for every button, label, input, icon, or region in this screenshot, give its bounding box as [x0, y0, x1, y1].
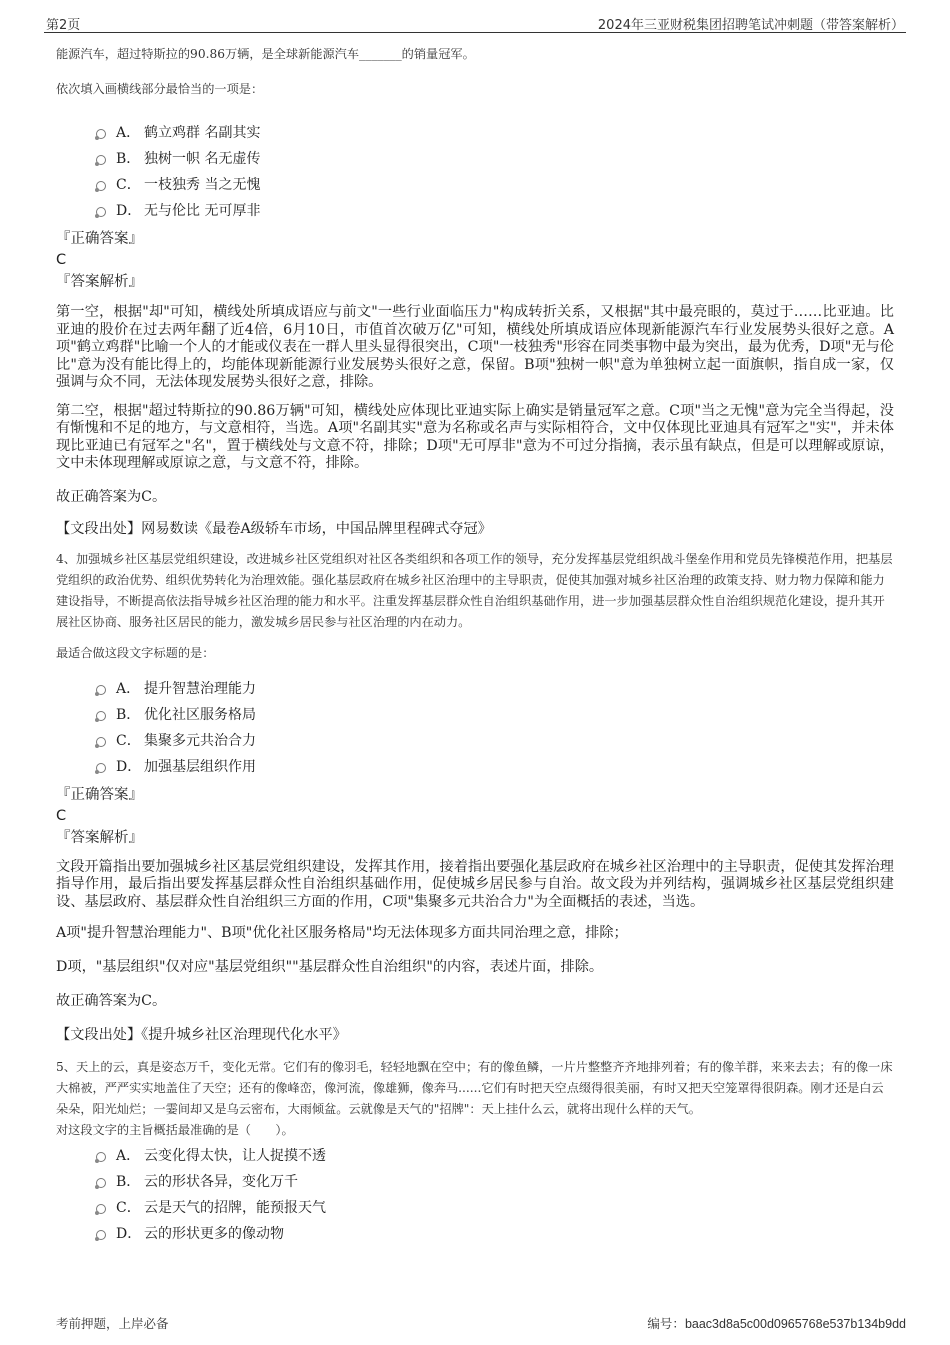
document-title: 2024年三亚财税集团招聘笔试冲刺题（带答案解析） [597, 18, 904, 33]
radio-icon[interactable] [96, 763, 106, 773]
q4-option-a[interactable]: A． 提升智慧治理能力 [96, 676, 894, 702]
q3-ask: 依次填入画横线部分最恰当的一项是： [56, 82, 264, 96]
q5-options [96, 1143, 894, 1247]
q3-option-a[interactable]: A． 鹤立鸡群 名副其实 [96, 120, 894, 146]
radio-icon[interactable] [96, 685, 106, 695]
q5-option-b[interactable]: B． 云的形状各异，变化万千 [96, 1169, 894, 1195]
code-label: 编号： [647, 1316, 685, 1331]
q4-analysis-p1: 文段开篇指出要加强城乡社区基层党组织建设，发挥其作用，接着指出要强化基层政府在城乡社区治理中的主导职责，促使其发挥治理指导作用，最后指出要发挥基层群众性自治组织基础作用，促使城乡居民参与自治。故文段为并列结构，强调城乡社区基层党组织建设、基层政府、基层群众性自治组织三方面的作用，C项"集聚多元共治合力"为全面概括的表述，当选。 [56, 858, 894, 910]
code-value: baac3d8a5c00d0965768e537b134b9dd [684, 1317, 906, 1331]
q4-conclusion: 故正确答案为C。 [56, 993, 167, 1009]
q5-option-d[interactable]: D． 云的形状更多的像动物 [96, 1221, 894, 1247]
radio-icon[interactable] [96, 1178, 106, 1188]
q4-source: 【文段出处】《提升城乡社区治理现代化水平》 [56, 1027, 347, 1043]
q4-answer-label: 『正确答案』 [56, 786, 143, 803]
radio-icon[interactable] [96, 207, 106, 217]
radio-icon[interactable] [96, 1204, 106, 1214]
q4-analysis-label: 『答案解析』 [56, 829, 143, 846]
q3-conclusion: 故正确答案为C。 [56, 488, 167, 505]
radio-icon[interactable] [96, 1152, 106, 1162]
page-footer [44, 1310, 906, 1334]
radio-icon[interactable] [96, 155, 106, 165]
page-number: 第2页 [46, 18, 81, 33]
q3-analysis-p2: 第二空，根据"超过特斯拉的90.86万辆"可知，横线处应体现比亚迪实际上确实是销量冠军之意。C项"当之无愧"意为完全当得起，没有惭愧和不足的地方，与文意相符，当选。A项"名副其实"意为名称或名声与实际相符合，文中仅体现比亚迪具有冠军之"实"，并未体现比亚迪已有冠军之"名"，置于横线处与文意不符，排除；D项"无可厚非"意为不可过分指摘，表示虽有缺点，但是可以理解或原谅，文中未体现理解或原谅之意，与文意不符，排除。 [56, 402, 894, 471]
radio-icon[interactable] [96, 129, 106, 139]
q4-answer: C [56, 807, 67, 824]
q4-options [96, 676, 894, 780]
document-body [56, 38, 894, 1247]
q3-analysis-label: 『答案解析』 [56, 274, 143, 290]
q3-stem-continued: 能源汽车，超过特斯拉的90.86万辆，是全球新能源汽车_______的销量冠军。 [56, 47, 475, 61]
document-code [647, 1314, 906, 1332]
q4-option-b[interactable]: B． 优化社区服务格局 [96, 702, 894, 728]
q3-option-c[interactable]: C． 一枝独秀 当之无愧 [96, 172, 894, 198]
q5-stem: 5、天上的云，真是姿态万千，变化无常。它们有的像羽毛，轻轻地飘在空中；有的像鱼鳞，一片片整整齐齐地排列着；有的像羊群，来来去去；有的像一床大棉被，严严实实地盖住了天空；还有的像峰峦，像河流，像雄狮，像奔马......它们有时把天空点缀得很美丽，有时又把天空笼罩得很阴森。刚才还是白云朵朵，阳光灿烂；一霎间却又是乌云密布，大雨倾盆。云就像是天气的"招牌"：天上挂什么云，就将出现什么样的天气。 [56, 1060, 893, 1116]
q4-stem: 4、加强城乡社区基层党组织建设，改进城乡社区党组织对社区各类组织和各项工作的领导，充分发挥基层党组织战斗堡垒作用和党员先锋模范作用，把基层党组织的政治优势、组织优势转化为治理效能。强化基层政府在城乡社区治理中的主导职责，促使其加强对城乡社区治理的政策支持、财力物力保障和能力建设指导，不断提高依法指导城乡社区治理的能力和水平。注重发挥基层群众性自治组织基础作用，进一步加强基层群众性自治组织规范化建设，提升其开展社区协商、服务社区居民的能力，激发城乡居民参与社区治理的内在动力。 [56, 551, 893, 629]
q3-answer: C [56, 252, 67, 268]
radio-icon[interactable] [96, 711, 106, 721]
q5-ask: 对这段文字的主旨概括最准确的是（ ）。 [56, 1123, 294, 1137]
q5-option-c[interactable]: C． 云是天气的招牌，能预报天气 [96, 1195, 894, 1221]
q4-analysis-p3: D项，"基层组织"仅对应"基层党组织""基层群众性自治组织"的内容，表述片面，排除。 [56, 959, 604, 975]
q4-option-c[interactable]: C． 集聚多元共治合力 [96, 728, 894, 754]
q3-source: 【文段出处】网易数读《最卷A级轿车市场，中国品牌里程碑式夺冠》 [56, 520, 492, 537]
q4-ask: 最适合做这段文字标题的是： [56, 645, 215, 660]
page-header [44, 10, 906, 33]
q4-option-d[interactable]: D． 加强基层组织作用 [96, 754, 894, 780]
footer-slogan: 考前押题，上岸必备 [56, 1316, 169, 1331]
q3-answer-label: 『正确答案』 [56, 231, 143, 247]
radio-icon[interactable] [96, 737, 106, 747]
q4-analysis-p2: A项"提升智慧治理能力"、B项"优化社区服务格局"均无法体现多方面共同治理之意，排除； [56, 925, 628, 941]
radio-icon[interactable] [96, 1230, 106, 1240]
q5-option-a[interactable]: A． 云变化得太快，让人捉摸不透 [96, 1143, 894, 1169]
radio-icon[interactable] [96, 181, 106, 191]
q3-option-b[interactable]: B． 独树一帜 名无虚传 [96, 146, 894, 172]
q3-analysis-p1: 第一空，根据"却"可知，横线处所填成语应与前文"一些行业面临压力"构成转折关系，又根据"其中最亮眼的，莫过于……比亚迪。比亚迪的股价在过去两年翻了近4倍，6月10日，市值首次破万亿"可知，横线处所填成语应体现新能源汽车行业发展势头很好之意。A项"鹤立鸡群"比喻一个人的才能或仪表在一群人里头显得很突出，C项"一枝独秀"形容在同类事物中最为突出，最为优秀，D项"无与伦比"意为没有能比得上的，均能体现新能源行业发展势头很好之意，保留。B项"独树一帜"意为单独树立起一面旗帜，指自成一家，仅强调与众不同，无法体现发展势头很好之意，排除。 [56, 304, 894, 390]
q3-options [96, 120, 894, 224]
q3-option-d[interactable]: D． 无与伦比 无可厚非 [96, 198, 894, 224]
